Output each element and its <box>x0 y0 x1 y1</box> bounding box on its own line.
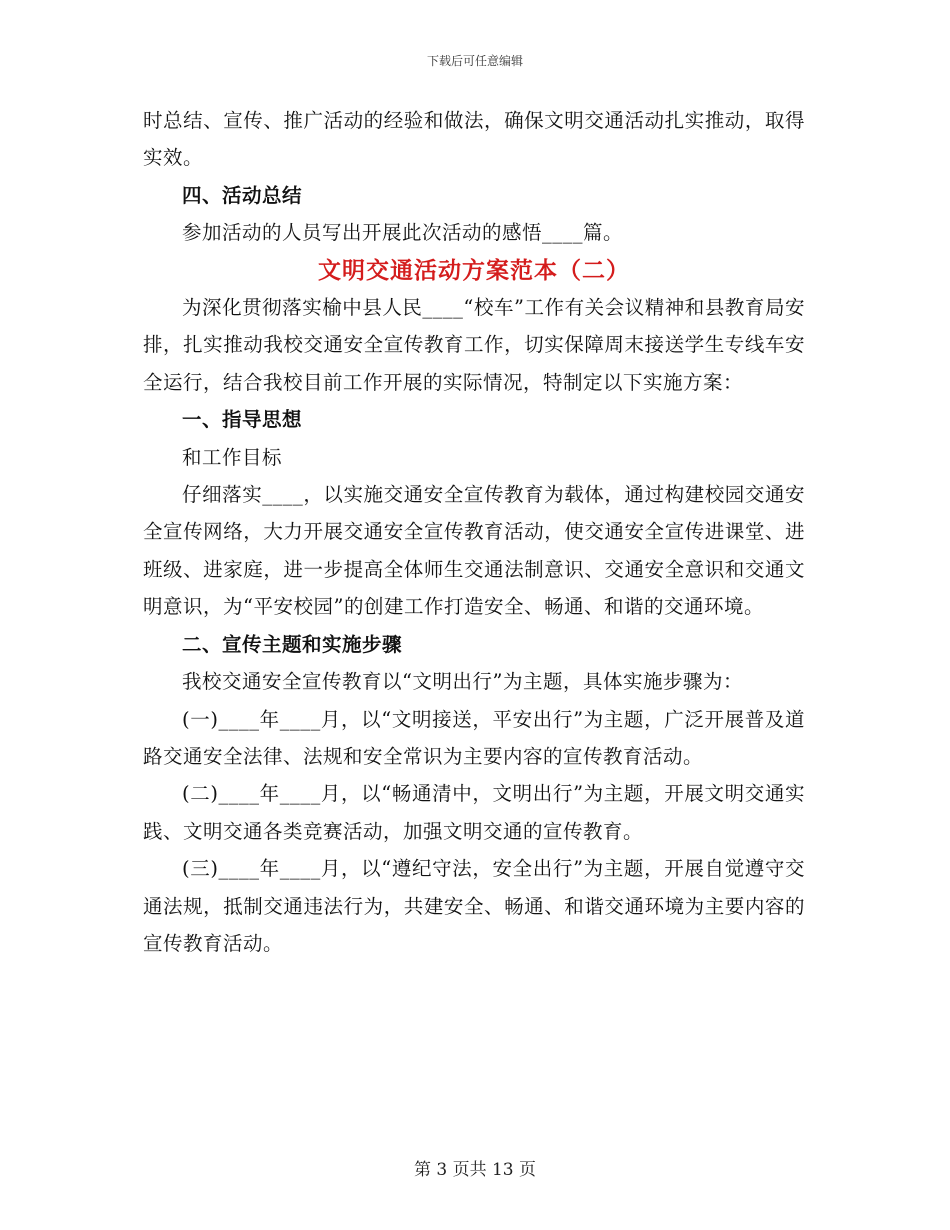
paragraph-summary: 参加活动的人员写出开展此次活动的感悟____篇。 <box>182 221 624 245</box>
paragraph-step-3: (三)____年____月，以“遵纪守法，安全出行”为主题，开展自觉遵守交通法规，抵制交通违法行为，共建安全、畅通、和谐交通环境为主要内容的宣传教育活动。 <box>143 857 805 955</box>
paragraph-step-2: (二)____年____月，以“畅通清中，文明出行”为主题，开展文明交通实践、文明交通各类竞赛活动，加强文明交通的宣传教育。 <box>143 782 805 843</box>
page-number: 第 3 页共 13 页 <box>413 1160 537 1180</box>
section-heading-summary: 四、活动总结 <box>182 183 303 207</box>
paragraph-theme: 我校交通安全宣传教育以“文明出行”为主题，具体实施步骤为： <box>182 670 743 694</box>
section-heading-theme-steps: 二、宣传主题和实施步骤 <box>182 632 403 656</box>
document-title: 文明交通活动方案范本（二） <box>318 256 630 284</box>
document-body <box>143 102 805 962</box>
paragraph-step-1: (一)____年____月，以“文明接送，平安出行”为主题，广泛开展普及道路交通安全法律、法规和安全常识为主要内容的宣传教育活动。 <box>143 707 805 768</box>
paragraph-continuation: 时总结、宣传、推广活动的经验和做法，确保文明交通活动扎实推动，取得实效。 <box>143 109 805 170</box>
page-header: 下载后可任意编辑 <box>426 54 523 68</box>
paragraph-work-goal: 和工作目标 <box>182 445 283 469</box>
paragraph-intro: 为深化贯彻落实榆中县人民____“校车”工作有关会议精神和县教育局安排，扎实推动我校交通安全宣传教育工作，切实保障周末接送学生专线车安全运行，结合我校目前工作开展的实际情况，特制定以下实施方案： <box>143 296 805 394</box>
paragraph-implementation: 仔细落实____，以实施交通安全宣传教育为载体，通过构建校园交通安全宣传网络，大力开展交通安全宣传教育活动，使交通安全宣传进课堂、进班级、进家庭，进一步提高全体师生交通法制意识、交通安全意识和交通文明意识，为“平安校园”的创建工作打造安全、畅通、和谐的交通环境。 <box>143 483 805 619</box>
section-heading-guiding-thought: 一、指导思想 <box>182 408 303 432</box>
